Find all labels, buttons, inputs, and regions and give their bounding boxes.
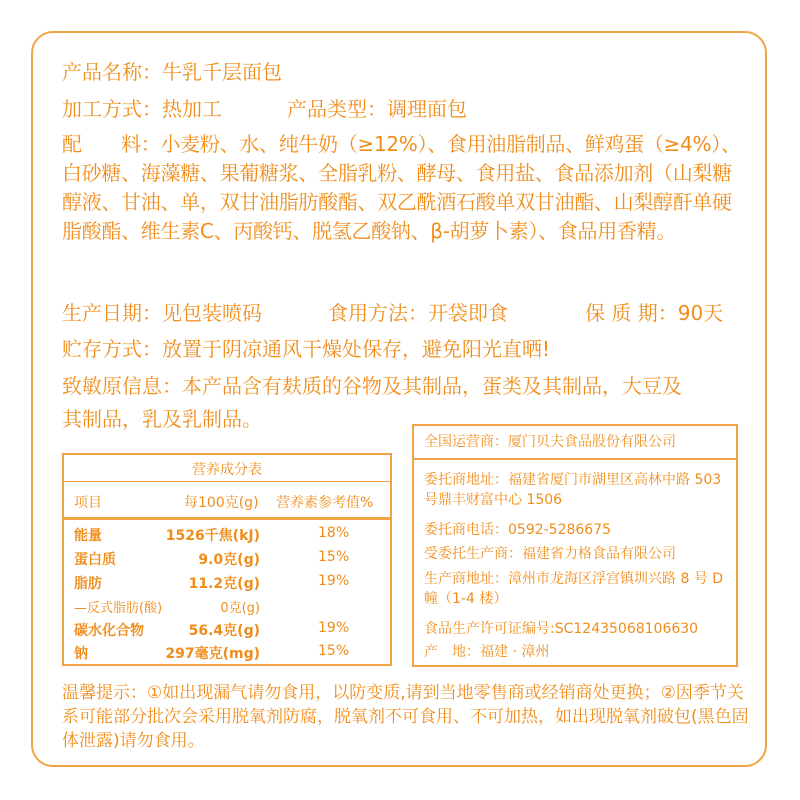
row-item: 脂肪 — [74, 576, 102, 592]
divider — [64, 481, 390, 482]
row-amount: 297毫克(mg) — [165, 646, 260, 662]
row-nrv: 19% — [318, 620, 350, 636]
row-item: 碳水化合物 — [74, 623, 144, 639]
row-item: 能量 — [74, 528, 102, 544]
client-address: 委托商地址：福建省厦门市湖里区高林中路 503 号鼎丰财富中心 1506 — [424, 472, 722, 508]
row-nrv: 15% — [318, 643, 350, 659]
row-amount: 11.2克(g) — [188, 576, 260, 592]
row-item: 蛋白质 — [74, 552, 116, 568]
divider — [414, 458, 736, 460]
allergen-line-2: 其制品，乳及乳制品。 — [62, 407, 262, 431]
ingredients-text: 小麦粉、水、纯牛奶（≥12%）、食用油脂制品、鲜鸡蛋（≥4%）、白砂糖、海藻糖、果葡糖浆、全脂乳粉、酵母、食用盐、食品添加剂（山梨糖醇液、甘油、单，双甘油脂肪酸酯、双乙酰酒石酸单双甘油酯、山梨醇酐单硬脂酸酯、维生素C、丙酸钙、脱氢乙酸钠、β-胡萝卜素）、食品用香精。 — [62, 132, 741, 243]
product-name: 产品名称：牛乳千层面包 — [62, 60, 282, 84]
row-nrv: 18% — [318, 525, 350, 541]
row-item: —反式脂肪(酸) — [74, 601, 163, 616]
manufacturer: 受委托生产商：福建省力格食品有限公司 — [424, 546, 676, 562]
header-nrv: 营养素参考值% — [276, 495, 374, 511]
warning: 温馨提示：①如出现漏气请勿食用，以防变质,请到当地零售商或经销商处更换；②因季节关系可能部分批次会采用脱氧剂防腐，脱氧剂不可食用、不可加热，如出现脱氧剂破包(黑色固体泄露)请勿食用。 — [62, 683, 749, 751]
operator: 全国运营商：厦门贝夫食品股份有限公司 — [424, 434, 676, 450]
header-item: 项目 — [74, 495, 102, 511]
manufacturer-address: 生产商地址：漳州市龙海区浮宫镇圳兴路 8 号 D 幢（1-4 楼） — [424, 571, 724, 607]
row-amount: 9.0克(g) — [198, 552, 260, 568]
process-method: 加工方式：热加工 — [62, 97, 222, 121]
client-phone: 委托商电话：0592-5286675 — [424, 522, 612, 538]
row-nrv: 19% — [318, 573, 350, 589]
company-info — [412, 424, 738, 667]
allergen-line-1: 致敏原信息：本产品含有麸质的谷物及其制品，蛋类及其制品，大豆及 — [62, 374, 682, 398]
divider — [64, 517, 390, 520]
production-date: 生产日期：见包装喷码 — [62, 301, 262, 325]
row-item: 钠 — [74, 646, 88, 662]
row-nrv: 15% — [318, 549, 350, 565]
ingredients — [62, 130, 742, 246]
storage: 贮存方式：放置于阴凉通风干燥处保存，避免阳光直晒! — [62, 337, 551, 361]
nutrition-title: 营养成分表 — [192, 462, 262, 478]
nutrition-table — [62, 453, 392, 666]
row-amount: 56.4克(g) — [188, 623, 260, 639]
license: 食品生产许可证编号:SC12435068106630 — [424, 621, 699, 637]
header-per100g: 每100克(g) — [184, 495, 259, 511]
shelf-life: 保 质 期：90天 — [585, 301, 724, 325]
ingredients-label: 配 料： — [62, 132, 161, 156]
origin: 产 地：福建 · 漳州 — [424, 644, 550, 660]
product-type: 产品类型：调理面包 — [287, 97, 467, 121]
row-amount: 1526千焦(kJ) — [165, 528, 260, 544]
row-amount: 0克(g) — [220, 601, 260, 616]
usage: 食用方法：开袋即食 — [328, 301, 508, 325]
